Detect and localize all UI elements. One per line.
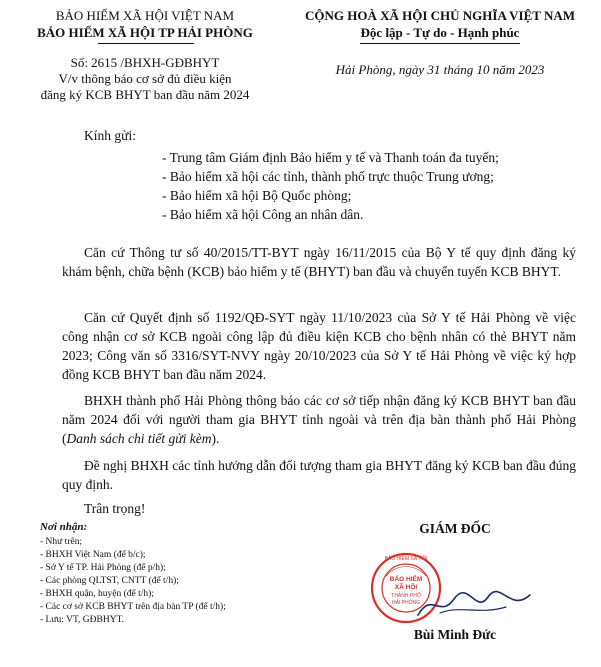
- paragraph-request: [62, 456, 576, 494]
- agency-name: BẢO HIỂM XÃ HỘI VIỆT NAM: [55, 8, 235, 23]
- seal-ring-text: BẢO HIỂM XÃ HỘI: [384, 556, 428, 562]
- signer-title: GIÁM ĐỐC: [419, 521, 491, 536]
- recipient-item: - Trung tâm Giám định Bảo hiểm y tế và Thanh toán đa tuyến;: [162, 150, 499, 165]
- doc-number: Số: 2615 /BHXH-GĐBHYT: [70, 55, 220, 70]
- recipient-item: - Bảo hiểm xã hội Bộ Quốc phòng;: [162, 188, 352, 203]
- paragraph-text: Căn cứ Thông tư số 40/2015/TT-BYT ngày 16/11/2015 của Bộ Y tế quy định đăng ký khám bệnh, chữa bệnh (KCB) bảo hiểm y tế (BHYT) ban đầu và chuyển tuyến KCB BHYT.: [62, 245, 576, 279]
- subject-line-1: V/v thông báo cơ sở đủ điều kiện: [58, 71, 232, 86]
- recipient-item: - Bảo hiểm xã hội Công an nhân dân.: [162, 207, 364, 222]
- signature-scribble: [410, 585, 540, 625]
- seal-text-3: THÀNH PHỐ: [391, 593, 421, 599]
- agency-subname: BẢO HIỂM XÃ HỘI TP HẢI PHÒNG: [37, 25, 253, 40]
- notes-item: - Các phòng QLTST, CNTT (để t/h);: [40, 576, 179, 586]
- seal-text-1: BẢO HIỂM: [389, 576, 423, 583]
- paragraph-text: ).: [211, 431, 220, 446]
- seal-text-2: XÃ HỘI: [394, 584, 418, 591]
- paragraph-text: Đề nghị BHXH các tỉnh hướng dẫn đối tượng tham gia BHYT đăng ký KCB ban đầu đúng quy định.: [62, 458, 576, 492]
- subject-line-2: đăng ký KCB BHYT ban đầu năm 2024: [40, 87, 250, 102]
- notes-item: - BHXH Việt Nam (để b/c);: [40, 550, 146, 560]
- attachment-note: Danh sách chi tiết gửi kèm: [66, 431, 212, 446]
- nation-title: CỘNG HOÀ XÃ HỘI CHỦ NGHĨA VIỆT NAM: [304, 8, 576, 23]
- paragraph-legal-basis-1: [62, 243, 576, 281]
- signer-name: Bùi Minh Đức: [413, 627, 497, 642]
- nation-motto: Độc lập - Tự do - Hạnh phúc: [360, 25, 520, 40]
- paragraph-text: BHXH thành phố Hải Phòng thông báo các cơ sở tiếp nhận đăng ký KCB BHYT ban đầu năm 2024 đối với người tham gia BHYT tỉnh ngoài và trên địa bàn thành phố Hải Phòng (: [62, 393, 576, 446]
- paragraph-legal-basis-2: [62, 308, 576, 384]
- seal-text-4: HẢI PHÒNG: [391, 600, 421, 606]
- notes-item: - BHXH quận, huyện (để t/h);: [40, 589, 154, 599]
- closing: Trân trọng!: [84, 501, 146, 516]
- greeting: Kính gửi:: [84, 128, 136, 143]
- place-date: Hải Phòng, ngày 31 tháng 10 năm 2023: [335, 62, 545, 77]
- notes-item: - Lưu: VT, GĐBHYT.: [40, 615, 125, 625]
- notes-heading: Nơi nhận:: [40, 521, 88, 533]
- notes-item: - Sở Y tế TP. Hải Phòng (để p/h);: [40, 563, 166, 573]
- paragraph-announcement: [62, 391, 576, 448]
- motto-underline: [360, 43, 520, 44]
- notes-item: - Như trên;: [40, 537, 83, 547]
- paragraph-text: Căn cứ Quyết định số 1192/QĐ-SYT ngày 11/10/2023 của Sở Y tế Hải Phòng về việc công nhận cơ sở KCB ngoài công lập đủ điều kiện KCB cho bệnh nhân có thẻ BHYT năm 2023; Công văn số 3316/SYT-NVY ngày 20/10/2023 của Sở Y tế Hải Phòng về việc ký hợp đồng KCB BHYT ban đầu năm 2024.: [62, 310, 576, 382]
- notes-item: - Các cơ sở KCB BHYT trên địa bàn TP (để t/h);: [40, 602, 226, 612]
- agency-underline: [98, 43, 194, 44]
- recipient-item: - Bảo hiểm xã hội các tỉnh, thành phố trực thuộc Trung ương;: [162, 169, 494, 184]
